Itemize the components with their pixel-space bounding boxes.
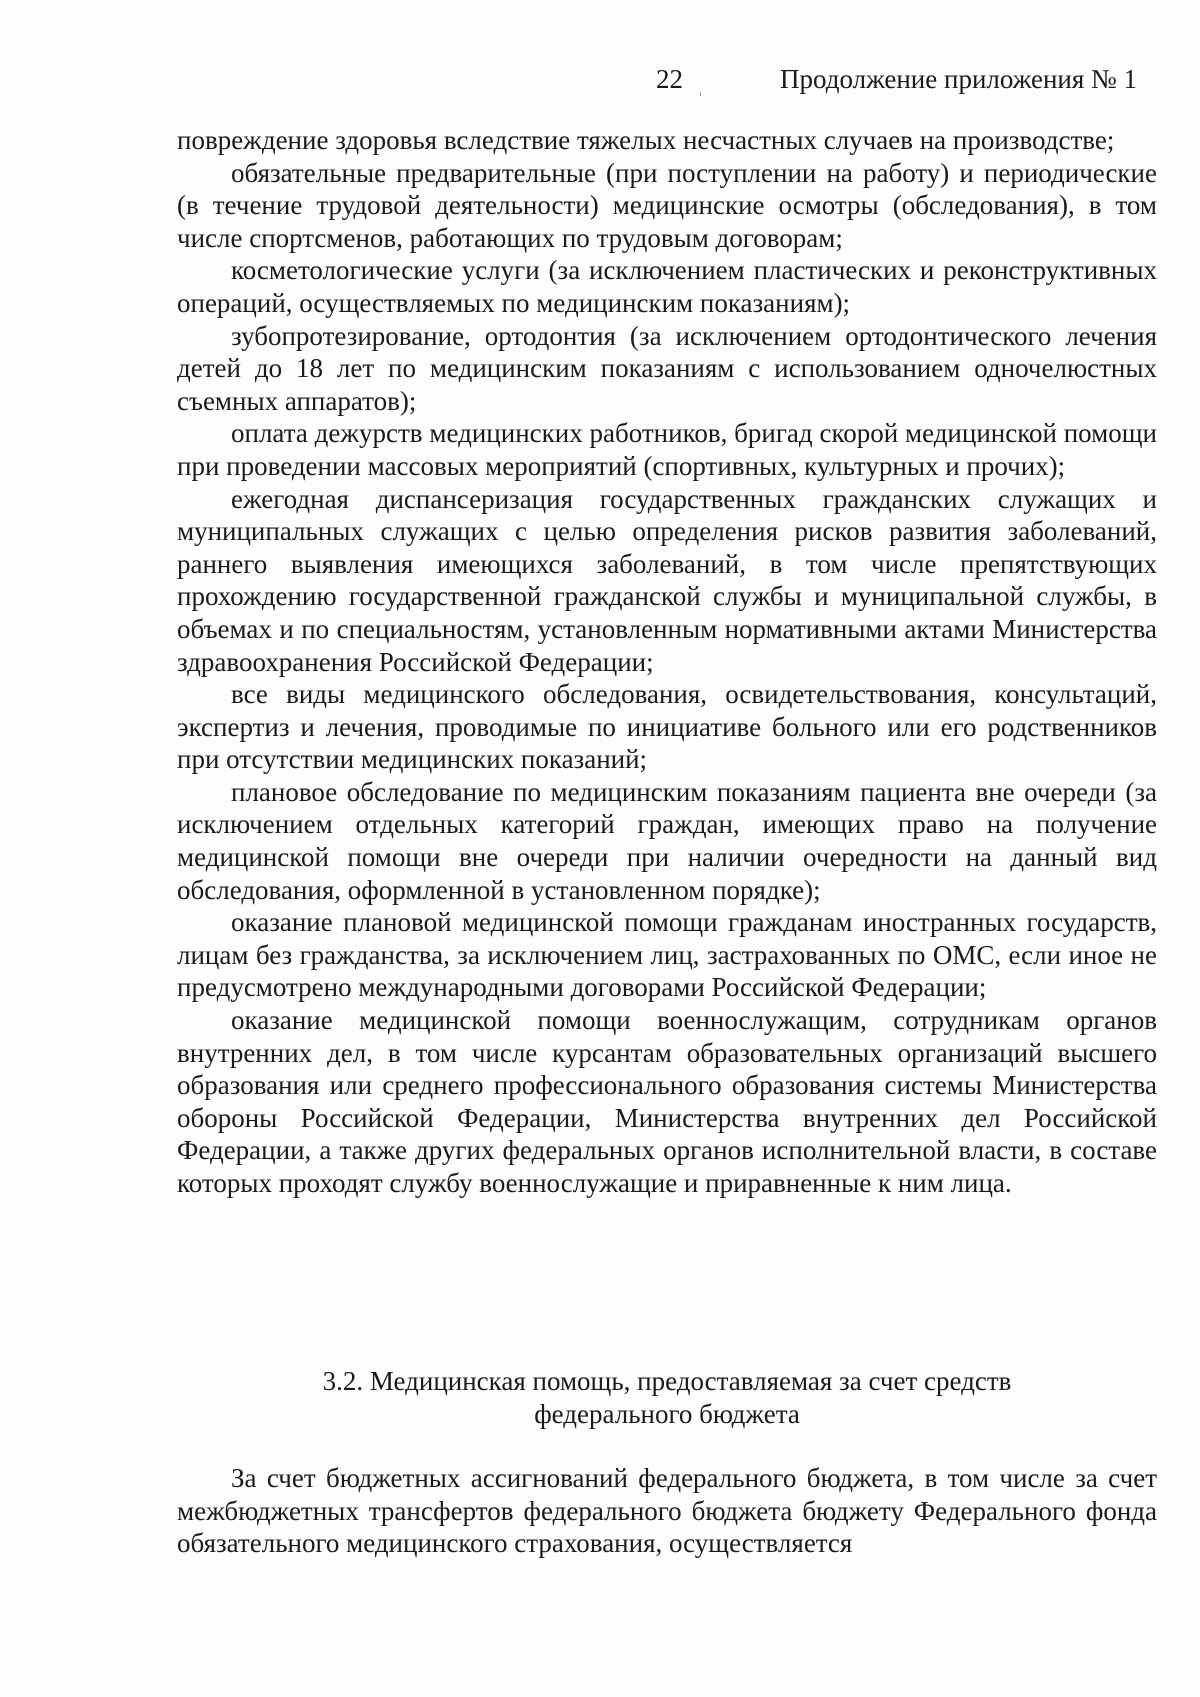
paragraph: повреждение здоровья вследствие тяжелых несчастных случаев на производстве; [177,125,1115,155]
appendix-continuation-label: Продолжение приложения № 1 [780,64,1138,94]
paragraph: косметологические услуги (за исключением пластических и реконструктивных операций, осуществляемых по медицинским показаниям); [177,255,1157,318]
paragraph: плановое обследование по медицинским показаниям пациента вне очереди (за исключением отдельных категорий граждан, имеющих право на получение медицинской помощи вне очереди при наличии очередности на данный вид обследования, оформленной в установленном порядке); [177,776,1157,905]
paragraph: За счет бюджетных ассигнований федерального бюджета, в том числе за счет межбюджетных трансфертов федерального бюджета бюджету Федерального фонда обязательного медицинского страхования, осуществляется [177,1463,1157,1559]
paragraph: оказание плановой медицинской помощи гражданам иностранных государств, лицам без гражданства, за исключением лиц, застрахованных по ОМС, если иное не предусмотрено международными договорами Российской Федерации; [177,907,1157,1003]
section-body [177,1462,1157,1560]
section-heading-line: федерального бюджета [534,1399,800,1429]
paragraph: все виды медицинского обследования, освидетельствования, консультаций, экспертиз и лечения, проводимые по инициативе больного или его родственников при отсутствии медицинских показаний; [177,679,1157,775]
paragraph: зубопротезирование, ортодонтия (за исключением ортодонтического лечения детей до 18 лет по медицинским показаниям с использованием одночелюстных съемных аппаратов); [177,320,1157,416]
page-number: 22 [656,64,683,94]
section-heading-line: 3.2. Медицинская помощь, предоставляемая за счет средств [322,1366,1012,1396]
paragraph: обязательные предварительные (при поступлении на работу) и периодические (в течение трудовой деятельности) медицинские осмотры (обследования), в том числе спортсменов, работающих по трудовым договорам; [177,157,1157,253]
section-heading [177,1365,1157,1431]
paragraph: оказание медицинской помощи военнослужащим, сотрудникам органов внутренних дел, в том числе курсантам образовательных организаций высшего образования или среднего профессионального образования системы Министерства обороны Российской Федерации, Министерства внутренних дел Российской Федерации, а также других федеральных органов исполнительной власти, в составе которых проходят службу военнослужащие и приравненные к ним лица. [177,1005,1157,1198]
document-body [177,124,1157,1200]
paragraph: оплата дежурств медицинских работников, бригад скорой медицинской помощи при проведении массовых мероприятий (спортивных, культурных и прочих); [177,418,1157,481]
page-header [0,64,1200,100]
paragraph: ежегодная диспансеризация государственных гражданских служащих и муниципальных служащих с целью определения рисков развития заболеваний, раннего выявления имеющихся заболеваний, в том числе препятствующих прохождению государственной гражданской службы и муниципальной службы, в объемах и по специальностям, установленным нормативными актами Министерства здравоохранения Российской Федерации; [177,483,1157,677]
